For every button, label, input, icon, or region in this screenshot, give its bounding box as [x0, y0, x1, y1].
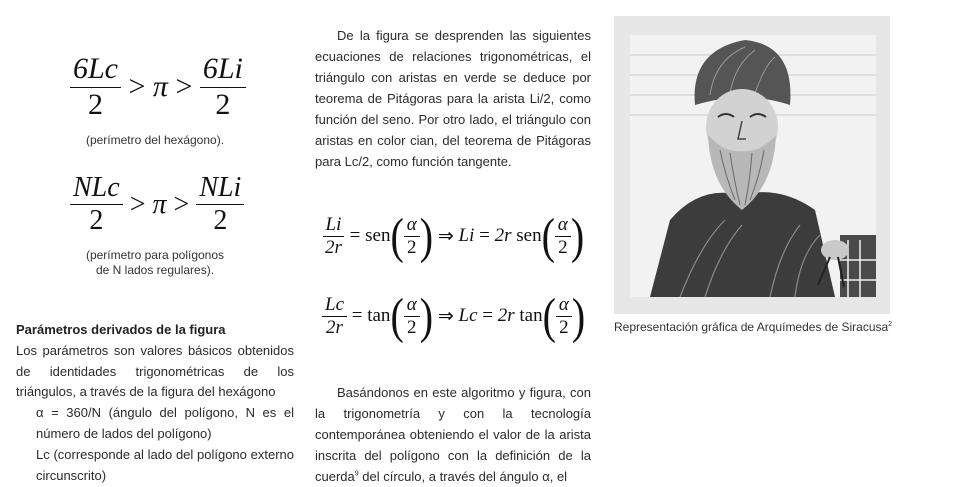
parameter-alpha: α = 360/N (ángulo del polígono, N es el número de lados del polígono) [36, 405, 294, 441]
coefficient: 2r [497, 305, 515, 327]
relation: > [128, 70, 146, 103]
denominator: 2 [559, 316, 569, 338]
equals-sign: = [349, 225, 361, 247]
numerator: 6Li [200, 52, 246, 88]
fraction [70, 172, 123, 237]
fraction [196, 172, 244, 237]
denominator: 2 [407, 236, 417, 258]
paragraph-text: Basándonos en este algoritmo y figura, con la trigonometría y con la tecnología contemporánea obteniendo el valor de la arista inscrita del polígono con la definición de la cuerda [315, 385, 591, 484]
denominator: 2 [407, 316, 417, 338]
function-name: sen [365, 225, 391, 247]
intro-paragraph: De la figura se desprenden las siguientes ecuaciones de relaciones trigonométricas, el triángulo con aristas en verde se deduce por teorema de Pitágoras para la arista Li/2, como función del seno. Por otro lado, el triángulo con aristas en color cian, del teorema de Pitágoras para Lc/2, como función tangente. [315, 28, 591, 169]
relation: > [173, 188, 190, 220]
numerator: α [556, 294, 572, 317]
numerator: α [404, 214, 420, 237]
denominator: 2r [325, 236, 342, 258]
variable: Lc [458, 305, 478, 327]
parameters-body: Los parámetros son valores básicos obtenidos de identidades trigonométricas de los triángulos, a través de la figura del hexágono [16, 342, 294, 400]
denominator: 2 [558, 236, 568, 258]
numerator: Lc [322, 294, 347, 317]
caption-text: Representación gráfica de Arquímedes de Siracusa [614, 320, 889, 334]
numerator: NLi [196, 172, 244, 205]
relation: > [175, 70, 193, 103]
footnote-ref: 2 [888, 321, 893, 328]
portrait-caption [614, 320, 894, 335]
footnote-ref: 9 [354, 470, 359, 478]
denominator: 2 [215, 87, 231, 121]
numerator: α [555, 214, 571, 237]
denominator: 2r [326, 316, 343, 338]
numerator: 6Lc [70, 52, 121, 88]
denominator: 2 [213, 205, 228, 237]
tangent-equation: $\frac{Lc}{2r}$ = tan( $\frac{\alpha}{2}$ ) ⇒ Lc = 2r tan( $\frac{\alpha}{2}$ ) [322, 294, 585, 339]
relation: > [129, 188, 146, 220]
denominator: 2 [89, 205, 104, 237]
caption-line: de N lados regulares). [95, 263, 215, 277]
denominator: 2 [88, 87, 103, 121]
fraction [70, 52, 121, 122]
implies-arrow: ⇒ [437, 225, 454, 247]
coefficient: 2r [494, 225, 512, 247]
variable: Li [458, 225, 475, 247]
numerator: Li [323, 214, 345, 237]
numerator: NLc [70, 172, 123, 205]
numerator: α [404, 294, 420, 317]
caption-line: (perímetro para polígonos [85, 248, 225, 262]
archimedes-portrait [614, 16, 890, 314]
section-heading: Parámetros derivados de la figura [16, 322, 226, 337]
hexagon-caption: (perímetro del hexágono). [85, 133, 225, 147]
hexagon-inequality [70, 52, 246, 122]
parameters-section [16, 320, 294, 486]
equals-sign: = [351, 305, 363, 327]
implies-arrow: ⇒ [437, 305, 454, 327]
pi-symbol: π [152, 70, 168, 103]
polygon-inequality [70, 172, 244, 237]
sine-equation: $\frac{Li}{2r}$ = sen( $\frac{\alpha}{2}$ ) ⇒ Li = 2r sen( $\frac{\alpha}{2}$ ) [322, 214, 584, 259]
bottom-paragraph [315, 382, 591, 487]
function-name: sen [516, 225, 542, 247]
pi-symbol: π [152, 188, 167, 220]
polygon-caption [60, 248, 250, 278]
paragraph-text: del círculo, a través del ángulo α, el [358, 469, 568, 484]
parameter-lc: Lc (corresponde al lado del polígono externo circunscrito) [36, 446, 294, 483]
portrait-engraving [630, 35, 876, 297]
function-name: tan [519, 305, 543, 327]
function-name: tan [367, 305, 391, 327]
fraction [200, 52, 246, 122]
